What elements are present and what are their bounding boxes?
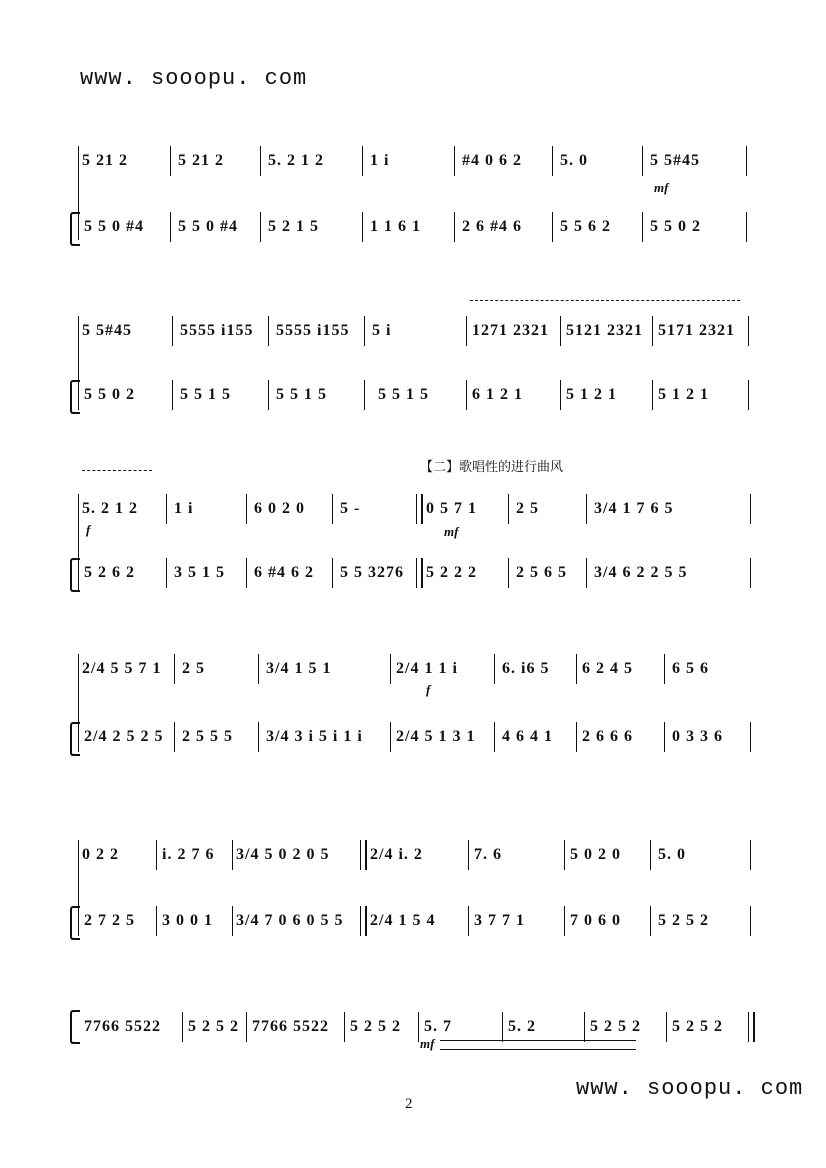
system-4 [70,652,760,762]
measure: 1 1 6 1 [370,218,421,235]
measure: 5 2 5 2 [350,1018,401,1035]
barline [362,212,363,242]
measure: 6 5 6 [672,660,709,677]
measure: 5 1 2 1 [658,386,709,403]
barline [494,654,495,684]
barline [344,1012,345,1042]
measure: 2 5 6 5 [516,564,567,581]
measure: 5 5 1 5 [378,386,429,403]
section-title: 【二】歌唱性的进行曲风 [420,460,564,475]
measure: 5 i [372,322,392,339]
measure: 3 7 7 1 [474,912,525,929]
measure: 0 2 2 [82,846,119,863]
dynamic-mark: f [426,682,431,697]
measure: 7 0 6 0 [570,912,621,929]
measure: i. 2 7 6 [162,846,215,863]
barline [552,212,553,242]
barline [746,212,747,242]
barline [652,316,653,346]
barline [260,212,261,242]
barline [166,494,167,524]
barline [332,494,333,524]
barline [172,380,173,410]
barline [468,906,469,936]
barline [258,722,259,752]
accompaniment-line [82,212,760,242]
measure: 5 2 2 2 [426,564,477,581]
measure: 7766 5522 [252,1018,329,1035]
measure: 6. i6 5 [502,660,550,677]
measure: 5. 0 [658,846,686,863]
barline [642,212,643,242]
system-1 [70,140,760,250]
barline [364,380,365,410]
accompaniment-line [82,906,760,936]
barline [576,654,577,684]
barline [748,380,749,410]
repeat-barline [360,906,367,936]
piano-brace [70,558,80,592]
barline [246,494,247,524]
barline [750,906,751,936]
melody-line [82,654,760,684]
barline [156,906,157,936]
barline [564,840,565,870]
dynamic-mark: mf [420,1036,435,1051]
barline [586,494,587,524]
measure: 5555 i155 [276,322,350,339]
barline [364,316,365,346]
barline [390,654,391,684]
barline [170,212,171,242]
barline [508,494,509,524]
piano-brace [70,722,80,756]
barline [174,722,175,752]
piano-brace [70,1010,80,1044]
measure: 4 6 4 1 [502,728,553,745]
crescendo-hairpin [440,1040,636,1050]
barline [666,1012,667,1042]
barline [642,146,643,176]
barline [502,1012,503,1042]
barline [552,146,553,176]
barline [494,722,495,752]
measure: 5. 0 [560,152,588,169]
barline [664,654,665,684]
measure: 6 0 2 0 [254,500,305,517]
barline [418,1012,419,1042]
measure: 6 #4 6 2 [254,564,314,581]
measure: 3/4 1 7 6 5 [594,500,674,517]
measure: 1 i [174,500,194,517]
barline [750,558,751,588]
barline [170,146,171,176]
barline [454,212,455,242]
measure: 5 5 1 5 [276,386,327,403]
page-number: 2 [405,1096,413,1112]
dynamic-mark: f [86,522,91,537]
measure: 2 5 5 5 [182,728,233,745]
measure: 3/4 1 5 1 [266,660,332,677]
measure: 2/4 2 5 2 5 [84,728,164,745]
measure: 5 - [340,500,361,517]
measure: 7. 6 [474,846,502,863]
measure: 3 0 0 1 [162,912,213,929]
measure: 2/4 5 5 7 1 [82,660,162,677]
measure: 5 21 2 [82,152,128,169]
accompaniment-line [82,380,760,410]
measure: 5. 2 [508,1018,536,1035]
system-6 [70,1008,760,1048]
measure: 7766 5522 [84,1018,161,1035]
measure: 2/4 5 1 3 1 [396,728,476,745]
barline [564,906,565,936]
measure: 5 1 2 1 [566,386,617,403]
measure: 3 5 1 5 [174,564,225,581]
measure: 5. 2 1 2 [82,500,138,517]
melody-line [82,316,760,346]
measure: 2 5 [182,660,205,677]
measure: 5 5 3276 [340,564,404,581]
measure: 5 2 5 2 [658,912,709,929]
barline [232,840,233,870]
barline [664,722,665,752]
measure: 0 3 3 6 [672,728,723,745]
dynamic-mark: mf [444,524,459,539]
measure: 1 i [370,152,390,169]
barline [750,494,751,524]
measure: 5 0 2 0 [570,846,621,863]
barline [268,316,269,346]
double-barline [416,494,423,524]
measure: 2/4 1 5 4 [370,912,436,929]
dynamic-mark: mf [654,180,669,195]
barline [750,722,751,752]
barline [650,840,651,870]
barline [156,840,157,870]
barline [390,722,391,752]
barline [182,1012,183,1042]
measure: 5. 7 [424,1018,452,1035]
measure: 3/4 6 2 2 5 5 [594,564,688,581]
measure: 5555 i155 [180,322,254,339]
barline [560,316,561,346]
measure: 5 5 0 #4 [178,218,238,235]
measure: 2 5 [516,500,539,517]
double-barline [416,558,423,588]
barline [260,146,261,176]
piano-brace [70,380,80,414]
piano-brace [70,212,80,246]
measure: 5 2 6 2 [84,564,135,581]
barline [468,840,469,870]
measure: 2 6 6 6 [582,728,633,745]
measure: 5 5 0 2 [650,218,701,235]
measure: 1271 2321 [472,322,549,339]
measure: 6 1 2 1 [472,386,523,403]
measure: 2/4 1 1 i [396,660,458,677]
measure: 5 2 1 5 [268,218,319,235]
barline [586,558,587,588]
barline [748,316,749,346]
measure: 5 2 5 2 [188,1018,239,1035]
system-5 [70,836,760,946]
measure: 5 5 6 2 [560,218,611,235]
measure: 5171 2321 [658,322,735,339]
barline [268,380,269,410]
barline [650,906,651,936]
measure: 0 5 7 1 [426,500,477,517]
measure: 5 5 1 5 [180,386,231,403]
barline [466,316,467,346]
system-2 [70,310,760,420]
watermark-bottom: www. sooopu. com [576,1076,804,1101]
dashed-extension [82,470,152,471]
barline [362,146,363,176]
barline [750,840,751,870]
repeat-barline [360,840,367,870]
barline [746,146,747,176]
measure: 5 2 5 2 [672,1018,723,1035]
barline [584,1012,585,1042]
measure: #4 0 6 2 [462,152,522,169]
measure: 5 5#45 [650,152,700,169]
melody-line [82,840,760,870]
barline [258,654,259,684]
barline [466,380,467,410]
measure: 2 7 2 5 [84,912,135,929]
barline [174,654,175,684]
barline [166,558,167,588]
barline [246,558,247,588]
dashed-extension [470,300,740,301]
accompaniment-line [82,722,760,752]
measure: 5 5#45 [82,322,132,339]
barline [560,380,561,410]
measure: 5. 2 1 2 [268,152,324,169]
measure: 3/4 7 0 6 0 5 5 [236,912,344,929]
double-barline [748,1012,755,1042]
measure: 2 6 #4 6 [462,218,522,235]
watermark-top: www. sooopu. com [80,66,308,91]
melody-line [82,146,760,176]
melody-line [82,494,760,524]
measure: 5121 2321 [566,322,643,339]
measure: 5 21 2 [178,152,224,169]
measure: 5 5 0 #4 [84,218,144,235]
measure: 3/4 3 i 5 i 1 i [266,728,363,745]
measure: 5 2 5 2 [590,1018,641,1035]
barline [332,558,333,588]
barline [172,316,173,346]
measure: 3/4 5 0 2 0 5 [236,846,330,863]
barline [576,722,577,752]
measure: 5 5 0 2 [84,386,135,403]
measure: 6 2 4 5 [582,660,633,677]
measure: 2/4 i. 2 [370,846,423,863]
piano-brace [70,906,80,940]
accompaniment-line [82,558,760,588]
barline [652,380,653,410]
barline [232,906,233,936]
barline [508,558,509,588]
barline [246,1012,247,1042]
system-3 [70,490,760,600]
barline [454,146,455,176]
